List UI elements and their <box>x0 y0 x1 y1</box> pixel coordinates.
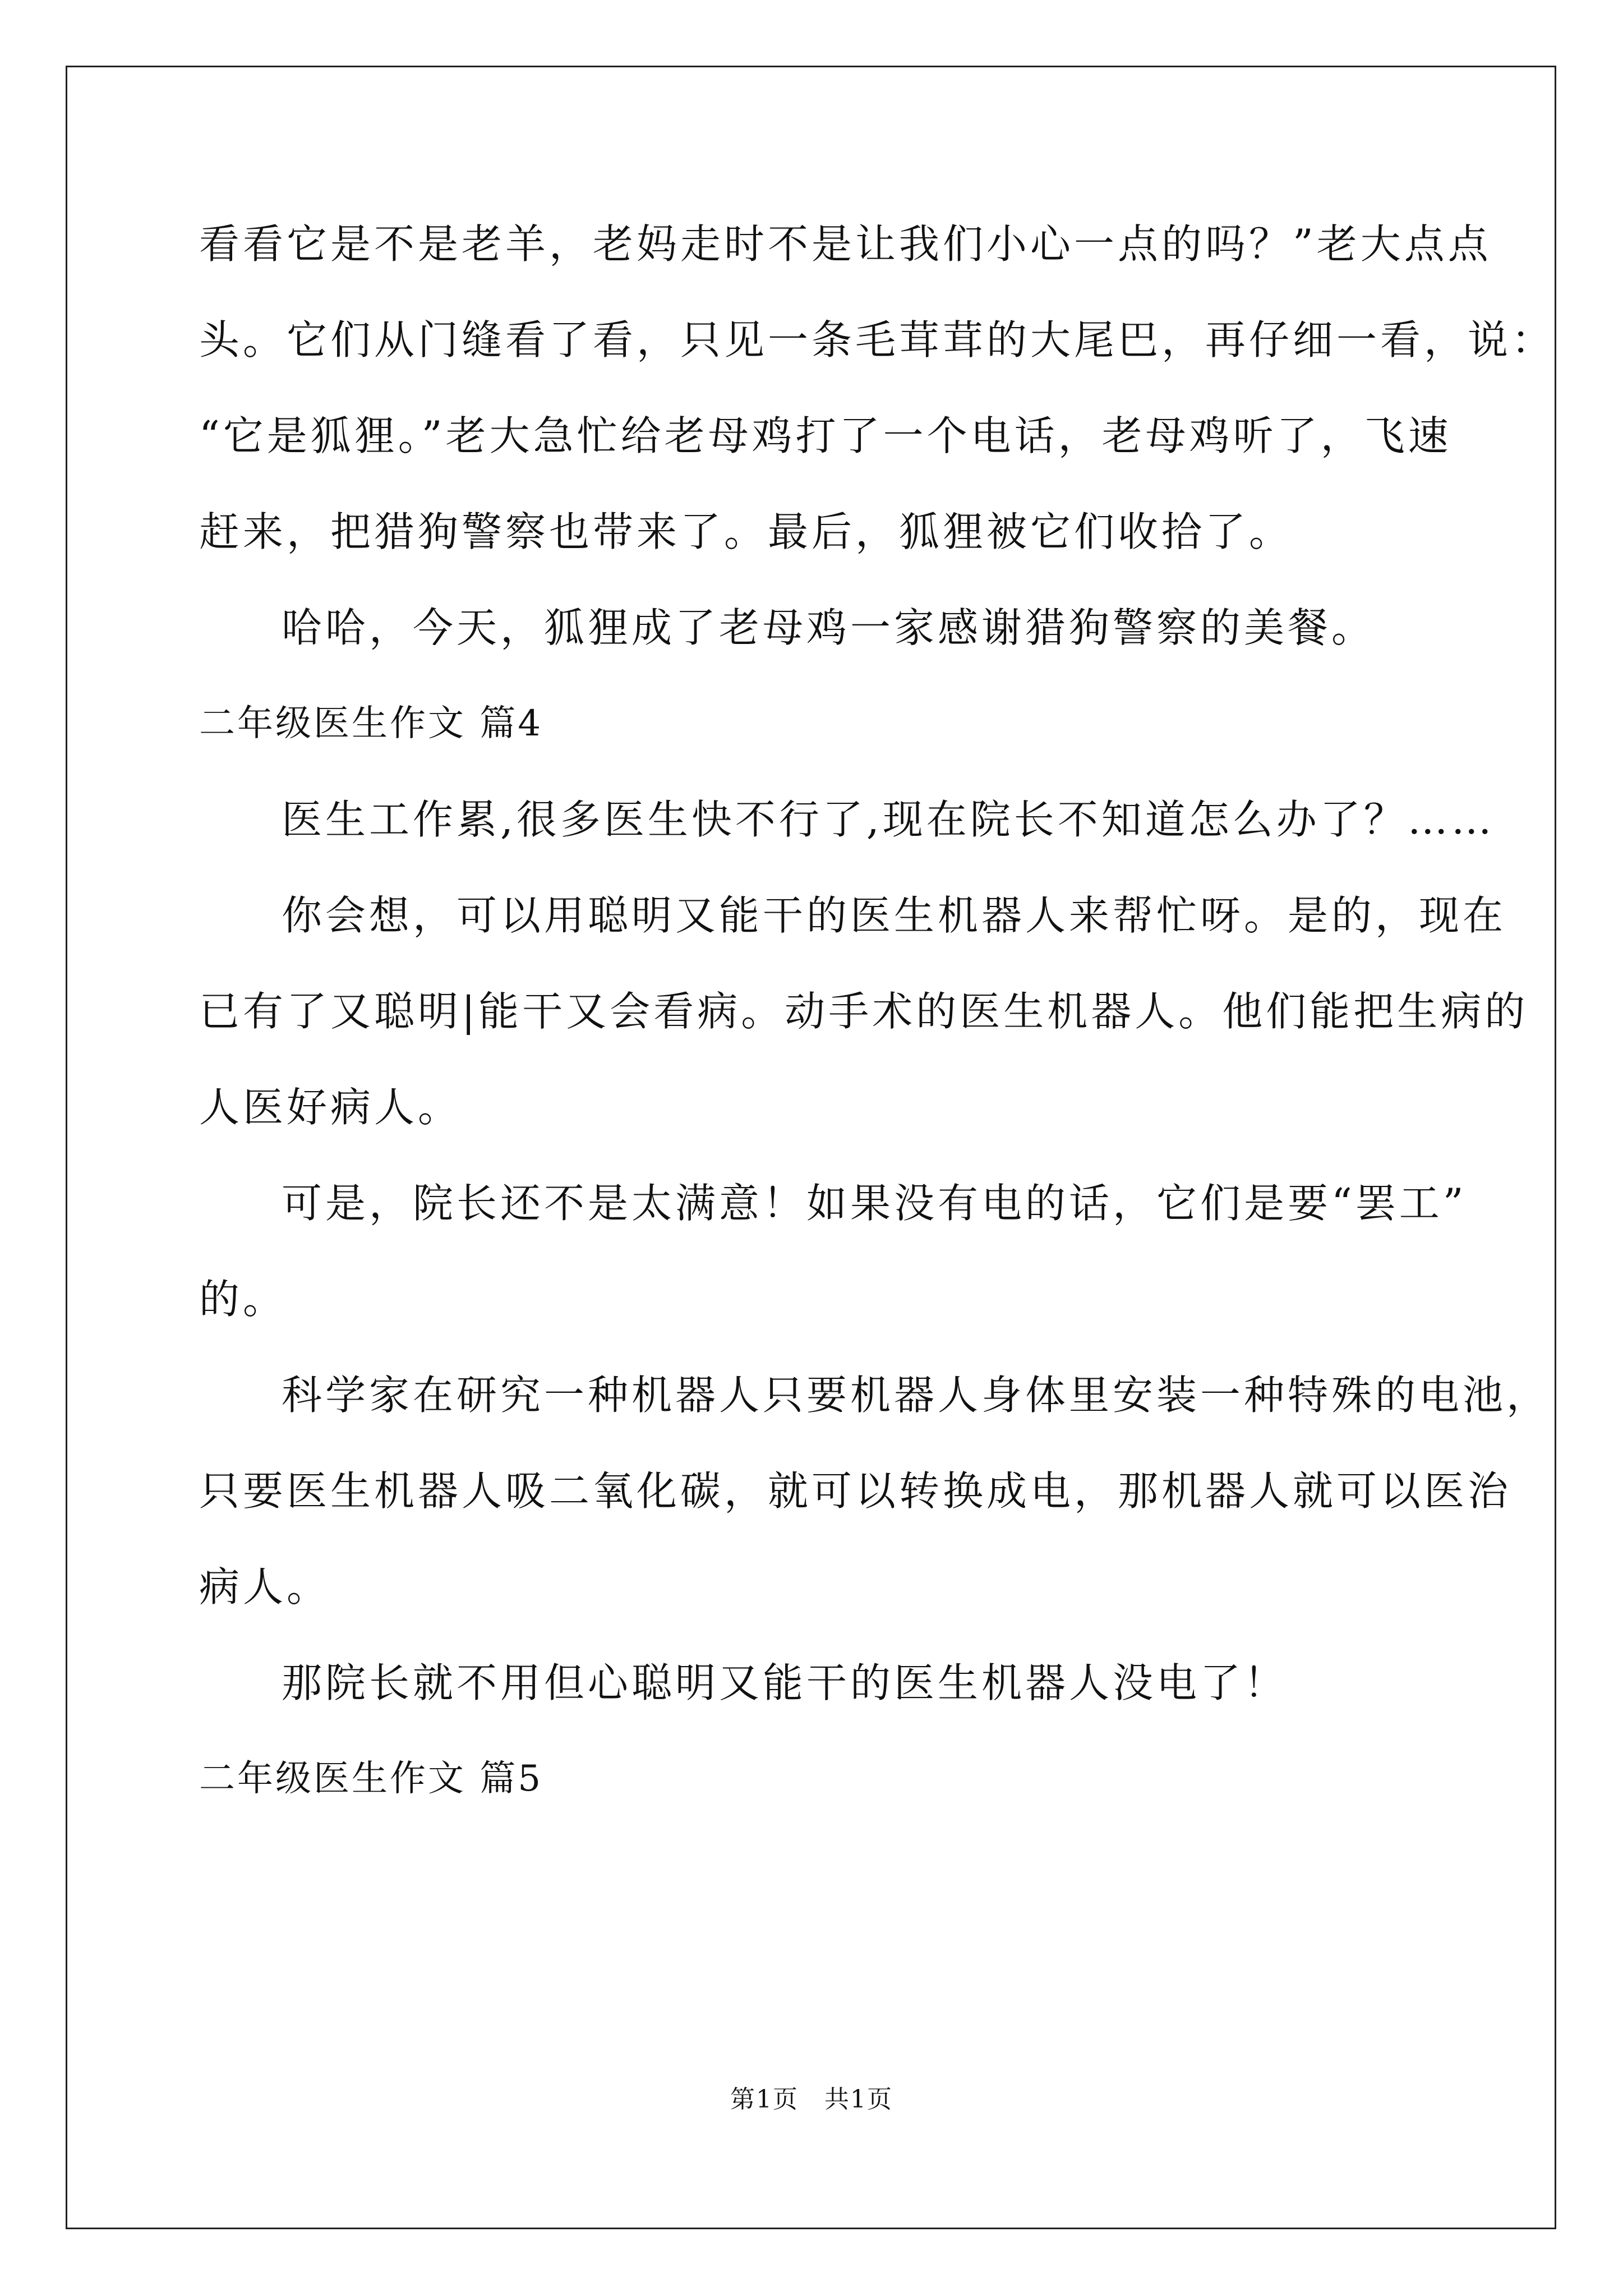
text-line: 看看它是不是老羊，老妈走时不是让我们小心一点的吗？”老大点点 <box>199 220 1492 268</box>
page-footer: 第1页 共1页 <box>730 2085 893 2114</box>
text-line: 哈哈，今天，狐狸成了老母鸡一家感谢猎狗警察的美餐。 <box>282 604 1376 651</box>
text-line: 医生工作累,很多医生快不行了,现在院长不知道怎么办了？…… <box>282 796 1495 843</box>
text-line: 科学家在研究一种机器人只要机器人身体里安装一种特殊的电池， <box>282 1372 1551 1419</box>
text-line: 你会想，可以用聪明又能干的医生机器人来帮忙呀。是的，现在 <box>282 892 1507 939</box>
text-line: 的。 <box>199 1276 287 1323</box>
text-line: “它是狐狸。”老大急忙给老母鸡打了一个电话，老母鸡听了，飞速 <box>199 412 1452 459</box>
text-line: 病人。 <box>199 1563 331 1611</box>
section-heading: 二年级医生作文 篇5 <box>199 1758 543 1800</box>
text-line: 只要医生机器人吸二氧化碳，就可以转换成电，那机器人就可以医治 <box>199 1467 1512 1515</box>
section-heading: 二年级医生作文 篇4 <box>199 703 543 744</box>
text-line: 已有了又聪明|能干又会看病。动手术的医生机器人。他们能把生病的 <box>199 988 1529 1035</box>
text-line: 赶来，把猎狗警察也带来了。最后，狐狸被它们收拾了。 <box>199 508 1293 555</box>
text-line: 头。它们从门缝看了看，只见一条毛茸茸的大尾巴，再仔细一看，说： <box>199 316 1556 364</box>
text-line: 可是，院长还不是太满意！如果没有电的话，它们是要“罢工” <box>282 1180 1467 1227</box>
text-line: 那院长就不用但心聪明又能干的医生机器人没电了！ <box>282 1659 1288 1706</box>
page-border <box>66 66 1556 2229</box>
text-line: 人医好病人。 <box>199 1084 462 1131</box>
